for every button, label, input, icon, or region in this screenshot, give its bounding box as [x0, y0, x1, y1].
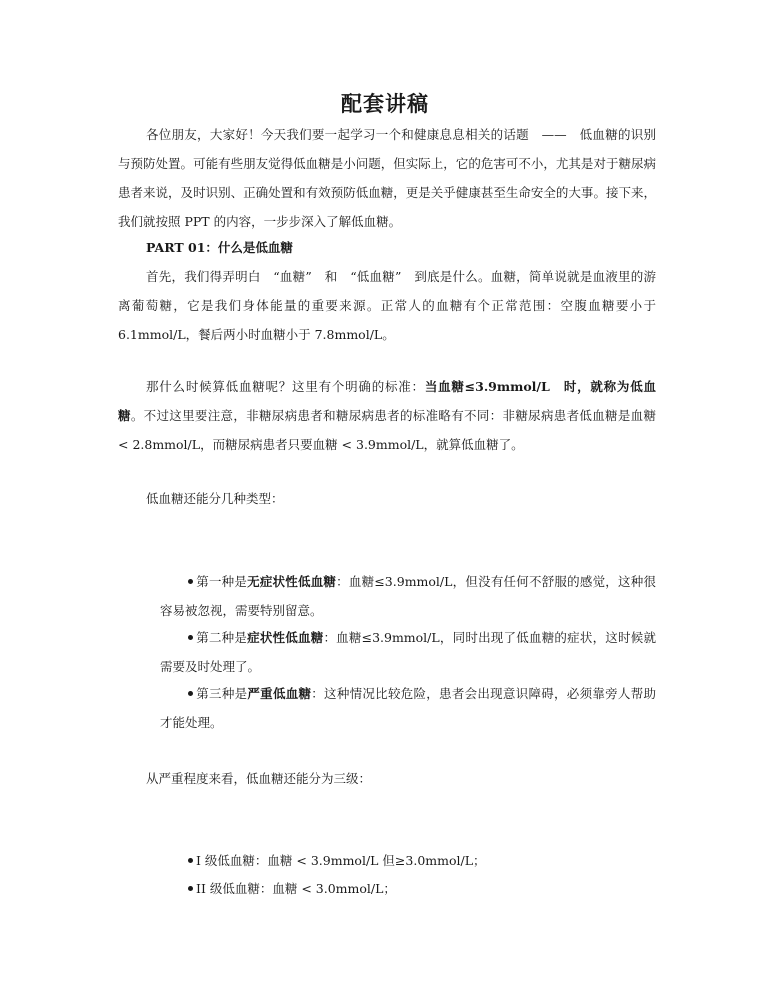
standard-paragraph [118, 372, 656, 459]
level-item-1 [188, 846, 486, 875]
types-intro: 低血糖还能分几种类型： [146, 491, 284, 506]
bullet-icon [188, 886, 193, 891]
intro-paragraph: 各位朋友，大家好！今天我们要一起学习一个和健康息息相关的话题 —— 低血糖的识别与预防处置。可能有些朋友觉得低血糖是小问题，但实际上，它的危害可不小，尤其是对于糖尿病患者来说，及时识别、正确处置和有效预防低血糖，更是关乎健康甚至生命安全的大事。接下来，我们就按照 PPT 的内容，一步步深入了解低血糖。 [118, 127, 656, 229]
bullet-icon [188, 691, 193, 696]
level-item-2 [188, 874, 396, 903]
part1-paragraph: 首先，我们得弄明白 “血糖” 和 “低血糖” 到底是什么。血糖，简单说就是血液里的游离葡萄糖，它是我们身体能量的重要来源。正常人的血糖有个正常范围：空腹血糖要小于 6.1mmol/L，餐后两小时血糖小于 7.8mmol/L。 [118, 269, 656, 342]
type-desc: ：血糖≤3.9mmol/L，但没有任何不舒服的感觉，这种很容易被忽视，需要特别留意。 [160, 574, 656, 618]
type-item-1 [160, 567, 656, 625]
standard-text-after: 。不过这里要注意，非糖尿病患者和糖尿病患者的标准略有不同：非糖尿病患者低血糖是血糖 < 2.8mmol/L，而糖尿病患者只要血糖 < 3.9mmol/L，就算低血糖了。 [118, 408, 656, 452]
level-text: I 级低血糖：血糖 < 3.9mmol/L 但≥3.0mmol/L； [196, 853, 486, 868]
type-item-2 [160, 623, 656, 681]
bullet-icon [188, 579, 193, 584]
type-prefix: 第二种是 [196, 630, 248, 645]
bullet-icon [188, 635, 193, 640]
level-text: II 级低血糖：血糖 < 3.0mmol/L； [196, 881, 396, 896]
part1-heading: PART 01：什么是低血糖 [146, 240, 293, 255]
levels-intro: 从严重程度来看，低血糖还能分为三级： [146, 771, 372, 786]
standard-text-bold: 当血糖≤3.9mmol/L 时，就称为低血糖 [118, 379, 656, 423]
type-desc: ：这种情况比较危险，患者会出现意识障碍，必须靠旁人帮助才能处理。 [160, 686, 656, 730]
bullet-icon [188, 858, 193, 863]
type-item-3 [160, 679, 656, 737]
page-title: 配套讲稿 [341, 91, 429, 116]
type-name: 无症状性低血糖 [247, 574, 337, 589]
type-name: 严重低血糖 [247, 686, 312, 701]
type-desc: ：血糖≤3.9mmol/L，同时出现了低血糖的症状，这时候就需要及时处理了。 [160, 630, 656, 674]
standard-text-before: 那什么时候算低血糖呢？这里有个明确的标准： [146, 379, 425, 394]
type-prefix: 第三种是 [196, 686, 248, 701]
type-name: 症状性低血糖 [247, 630, 324, 645]
type-prefix: 第一种是 [196, 574, 248, 589]
